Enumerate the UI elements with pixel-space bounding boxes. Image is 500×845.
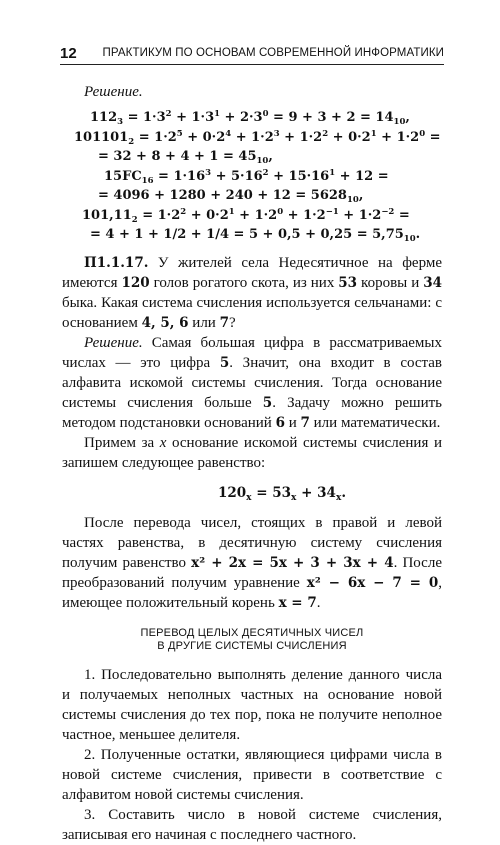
section-title-line: ПЕРЕВОД ЦЕЛЫХ ДЕСЯТИЧНЫХ ЧИСЕЛ [140, 626, 364, 639]
formula-line: = $4096 + 1280 + 240 + 12 = 5628_{10}$, [98, 188, 364, 205]
equation-base: x [246, 492, 252, 503]
problem-text: ? [229, 314, 236, 331]
problem-text: коровы и [357, 274, 424, 291]
solution-text: . Значит, она входит в состав алфавита искомой системы счисления. Тогда основание системы счисления больше [62, 354, 442, 411]
running-header [60, 42, 444, 65]
solution-number: 5 [219, 354, 230, 371]
solution-number: 7 [300, 414, 310, 431]
problem-text: У жителей села Недесятичное на ферме имеются [62, 254, 442, 291]
formula-line: = $32 + 8 + 4 + 1 = 45_{10}$, [98, 149, 273, 166]
solution-text: или математически. [309, 414, 441, 431]
formula-line: = $4 + 1 + 1/2 + 1/4 = 5 + 0,5 + 0,25 = 5,75_{10}$. [90, 227, 421, 244]
problem-number-value: 7 [219, 314, 229, 331]
running-title: ПРАКТИКУМ ПО ОСНОВАМ СОВРЕМЕННОЙ ИНФОРМАТИКИ [102, 47, 444, 59]
inline-equation: x = 7 [278, 594, 317, 611]
solution-label: Решение. [84, 84, 143, 100]
conversion-paragraph [62, 513, 442, 613]
formula-line: $101,11_2 = 1\cdot 2^2 + 0\cdot 2^1 + 1\cdot 2^0 + 1\cdot 2^{-1} + 1\cdot 2^{-2}$ = [82, 206, 410, 225]
paragraph-text: . [316, 594, 321, 611]
inline-equation: x² − 6x − 7 = 0 [306, 574, 439, 591]
paragraph-text: , имеющее положительный корень [62, 574, 443, 611]
equation-base: x [291, 492, 297, 503]
variable-x: x [159, 434, 167, 451]
formula-line: $101101_2 = 1\cdot 2^5 + 0\cdot 2^4 + 1\cdot 2^3 + 1\cdot 2^2 + 0\cdot 2^1 + 1\cdot 2^0$ = [74, 128, 441, 147]
problem-number-value: 34 [423, 274, 442, 291]
assumption-paragraph [62, 433, 442, 473]
equation-sign: = [251, 484, 273, 501]
equation [122, 483, 442, 503]
problem-number-value: 53 [338, 274, 358, 291]
page-content [62, 82, 442, 845]
solution-paragraph [62, 333, 442, 433]
inline-equation: x² + 2x = 5x + 3 + 3x + 4 [191, 554, 394, 571]
section-title-line: В ДРУГИЕ СИСТЕМЫ СЧИСЛЕНИЯ [157, 639, 347, 652]
solution-label: Решение. [84, 334, 143, 351]
step-item: 3. Составить число в новой системе счисления, записывая его начиная с последнего частного. [62, 806, 442, 843]
conversion-formulas [62, 108, 442, 245]
problem-text: быка. Какая система счисления используется сельчанами: с основанием [62, 294, 442, 331]
equation-sign: + [296, 484, 318, 501]
solution-text: . Задачу можно решить методом подстановки оснований [62, 394, 443, 431]
formula-line: $112_3 = 1\cdot 3^2 + 1\cdot 3^1 + 2\cdot 3^0 = 9 + 3 + 2 = 14_{10}$, [90, 109, 410, 127]
problem-number-value: 120 [121, 274, 150, 291]
paragraph-text: После перевода чисел, стоящих в правой и левой частях равенства, в десятичную систему счисления получим равенство [62, 514, 442, 571]
section-title [62, 627, 442, 653]
paragraph-text: . После преобразований получим уравнение [62, 554, 442, 591]
solution-text: и [284, 414, 301, 431]
formula-line: $15FC_{16} = 1\cdot 16^3 + 5\cdot 16^2 + 15\cdot 16^1 + 12$ = [104, 167, 389, 186]
equation-base: x [335, 492, 342, 503]
problem-statement [62, 253, 442, 333]
paragraph-text: Примем за [84, 434, 160, 451]
equation-term: 34 [317, 484, 336, 501]
solution-number: 5 [262, 394, 273, 411]
equation-term: 120 [217, 484, 247, 501]
problem-text: или [188, 314, 220, 331]
solution-number: 6 [275, 414, 285, 431]
equation-sign: . [341, 484, 347, 501]
equation-term: 53 [272, 484, 292, 501]
page-number: 12 [60, 44, 77, 62]
problem-number: П1.1.17. [84, 254, 149, 271]
paragraph-text: основание искомой системы счисления и запишем следующее равенство: [62, 434, 442, 471]
problem-text: голов рогатого скота, из них [149, 274, 339, 291]
step-item: 1. Последовательно выполнять деление данного числа и получаемых неполных частных на основание новой системы счисления до тех пор, пока не получите неполное частное, меньшее делителя. [62, 666, 442, 743]
step-item: 2. Полученные остатки, являющиеся цифрами числа в новой системе счисления, привести в соответствие с алфавитом новой системы счисления. [62, 746, 442, 803]
problem-number-value: 4, 5, 6 [141, 314, 189, 331]
solution-text: Самая большая цифра в рассматриваемых числах — это цифра [62, 334, 442, 371]
